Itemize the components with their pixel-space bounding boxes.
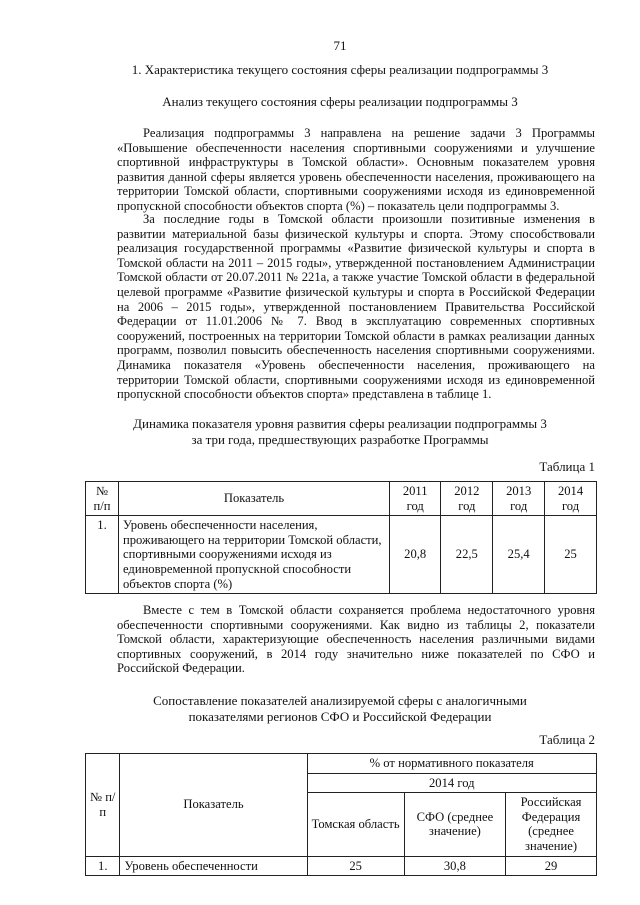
table2-value: 29 [506, 856, 597, 876]
table1-label: Таблица 1 [539, 459, 595, 474]
table1-header-indicator: Показатель [119, 482, 390, 516]
table1-year: 2013 год [493, 482, 545, 516]
table1-header-row [86, 482, 597, 516]
table2-value: 25 [307, 856, 404, 876]
table1-value: 20,8 [390, 516, 441, 594]
table1-caption-line1: Динамика показателя уровня развития сферы реализации подпрограммы 3 [133, 416, 547, 431]
table2-label: Таблица 2 [539, 732, 595, 747]
subtitle: Анализ текущего состояния сферы реализации подпрограммы 3 [162, 94, 518, 109]
table2-col-sfo: СФО (среднее значение) [404, 793, 505, 856]
table1-value: 25,4 [493, 516, 545, 594]
table-row [86, 516, 597, 594]
paragraph-2 [117, 212, 595, 402]
table2-header-indicator: Показатель [120, 754, 307, 857]
table2-col-rf: Российская Федерация (среднее значение) [506, 793, 597, 856]
section-title: 1. Характеристика текущего состояния сферы реализации подпрограммы 3 [131, 62, 549, 77]
table1-row-indicator: Уровень обеспеченности населения, проживающего на территории Томской области, спортивными сооружениями исходя из единовременной пропускной способности объектов спорта (%) [119, 516, 390, 594]
table2-caption-line1: Сопоставление показателей анализируемой сферы с аналогичными [153, 693, 527, 708]
paragraph-2-text: За последние годы в Томской области произошли позитивные изменения в развитии материальной базы физической культуры и спорта. Этому способствовали реализация государственной программы «Развитие физической культуры и спорта в Томской области на 2011 – 2015 годы», утвержденной постановлением Администрации Томской области от 20.07.2011 № 221а, а также участие Томской области в федеральной целевой программе «Развитие физической культуры и спорта в Российской Федерации на 2006 – 2015 годы», утвержденной постановлением Правительства Российской Федерации от 11.01.2006 № 7. Ввод в эксплуатацию современных спортивных сооружений, построенных на территории Томской области в рамках реализации данных программ, позволил повысить обеспеченность населения спортивными сооружениями. Динамика показателя «Уровень обеспеченности населения, проживающего на территории Томской области, спортивными сооружениями исходя из единовременной пропускной способности объектов спорта» представлена в таблице 1. [117, 212, 595, 402]
table2-header-year: 2014 год [307, 773, 596, 793]
table2-row-indicator: Уровень обеспеченности [120, 856, 307, 876]
table1-row-num: 1. [86, 516, 119, 594]
table1-caption-line2: за три года, предшествующих разработке Программы [191, 432, 489, 447]
table1-year: 2011 год [390, 482, 441, 516]
table2-value: 30,8 [404, 856, 505, 876]
paragraph-3 [117, 603, 595, 676]
paragraph-1-text: Реализация подпрограммы 3 направлена на решение задачи 3 Программы «Повышение обеспеченности населения спортивными сооружениями и улучшение спортивной инфраструктуры в Томской области». Основным показателем уровня развития данной сферы является уровень обеспеченности населения, проживающего на территории Томской области, спортивными сооружениями исходя из единовременной пропускной способности объектов спорта (%) – показатель цели подпрограммы 3. [117, 126, 595, 213]
table2-caption-line2: показателями регионов СФО и Российской Федерации [188, 709, 492, 724]
table2-header-row-1 [86, 754, 597, 774]
table1-year: 2012 год [441, 482, 493, 516]
table1-value: 22,5 [441, 516, 493, 594]
table1-header-num: № п/п [86, 482, 119, 516]
table1-value: 25 [545, 516, 597, 594]
table2-header-num: № п/п [86, 754, 120, 857]
table1-year: 2014 год [545, 482, 597, 516]
table2-col-tomsk: Томская область [307, 793, 404, 856]
table2-row-num: 1. [86, 856, 120, 876]
paragraph-1 [117, 126, 595, 214]
table-1 [85, 481, 597, 594]
paragraph-3-text: Вместе с тем в Томской области сохраняется проблема недостаточного уровня обеспеченности спортивными сооружениями. Как видно из таблицы 2, показатели Томской области, характеризующие обеспеченность населения различными видами спортивных сооружений, в 2014 году значительно ниже показателей по СФО и Российской Федерации. [117, 603, 595, 676]
table-row [86, 856, 597, 876]
table2-header-percent: % от нормативного показателя [307, 754, 596, 774]
table-2 [85, 753, 597, 876]
page-number: 71 [333, 38, 347, 53]
